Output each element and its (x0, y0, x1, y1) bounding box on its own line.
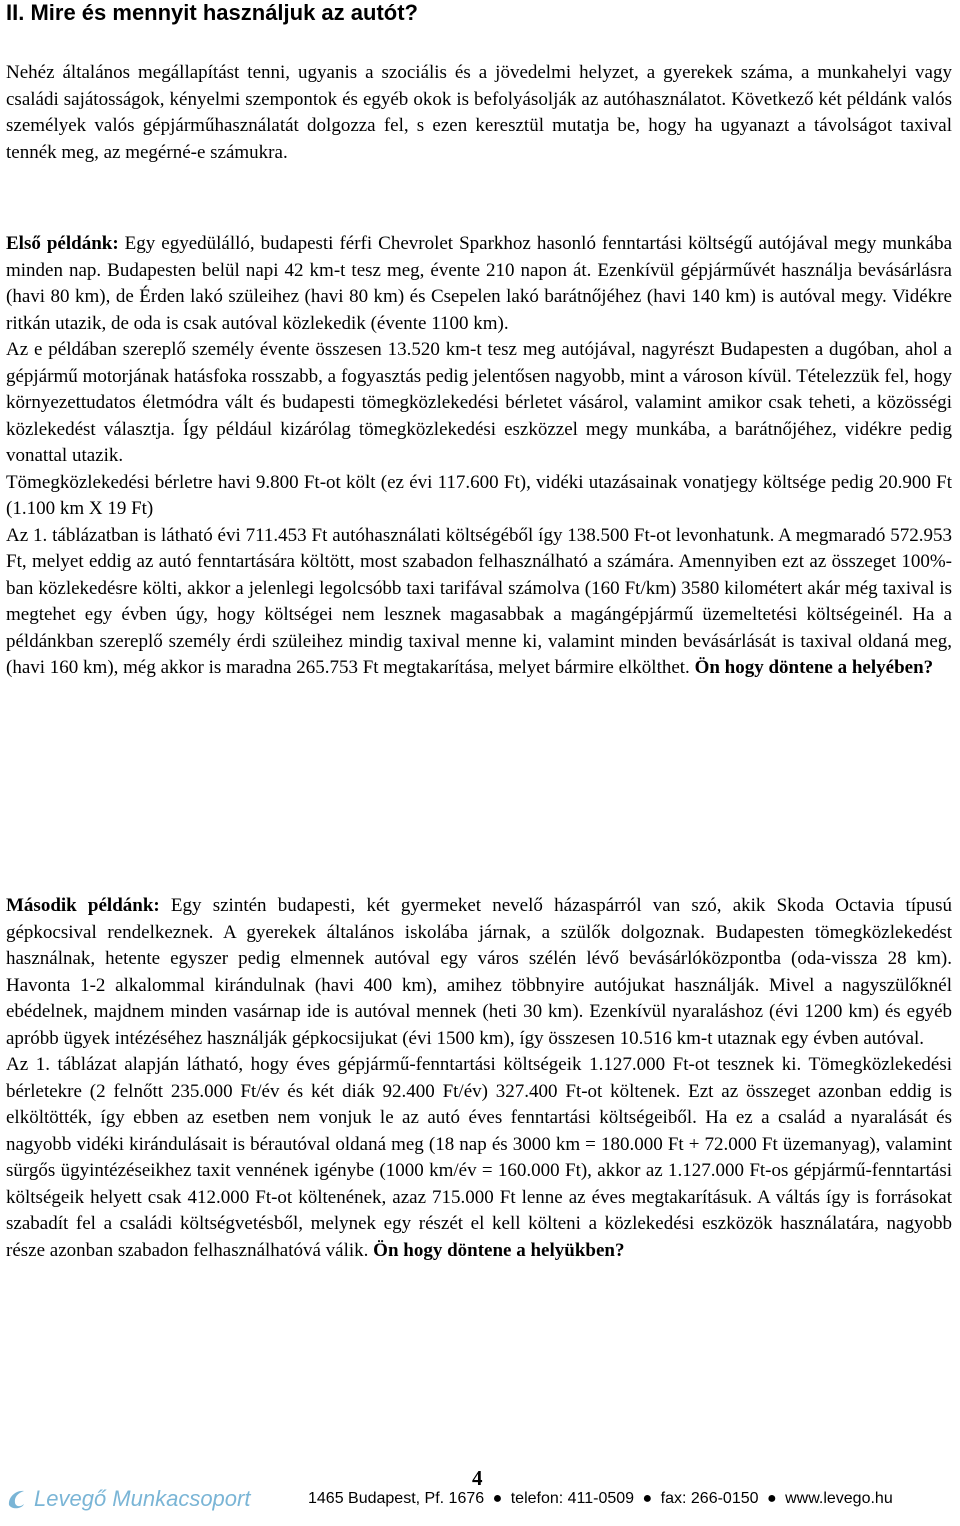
footer-phone: telefon: 411-0509 (510, 1490, 635, 1507)
example-1-label: Első példánk: (6, 233, 119, 254)
example-1-text-2: Az e példában szereplő személy évente összesen 13.520 km-t tesz meg autójával, nagyrészt Budapesten a dugóban, ahol a gépjármű motorjának hatásfoka rosszabb, a fogyasztás pedig jelentősen nagyobb, mint a városon kívül. Tételezzük fel, hogy környezettudatos életmódra vált és budapesti tömegközlekedési bérletet vásárol, valamint amikor csak teheti, a közösségi közlekedést választja. Így például kizárólag tömegközlekedési eszközzel megy munkába, a barátnőjéhez, vidékre pedig vonattal utazik. (6, 339, 952, 466)
separator-dot-icon: ● (492, 1490, 503, 1507)
example-2-question: Ön hogy döntene a helyükben? (373, 1239, 625, 1261)
example-2-label: Második példánk: (6, 895, 160, 916)
page-number: 4 (472, 1466, 483, 1490)
page-heading: II. Mire és mennyit használjuk az autót? (6, 0, 418, 25)
example-2-text-1: Egy szintén budapesti, két gyermeket nevelő házaspárról van szó, akik Skoda Octavia típusú gépkocsival rendelkeznek. A gyerekek általános iskolába járnak, a szülők dolgoznak. Budapesten tömegközlekedést használnak, hetente egyszer pedig elmennek autóval egy város szélén lévő bevásárlóközpontba (oda-vissza 28 km). Havonta 1-2 alkalommal kirándulnak (havi 400 km), amihez többnyire autójukat használják. Mivel a nagyszülőknél ebédelnek, majdnem minden vasárnap ide is autóval mennek (heti 30 km). Ezenkívül nyaraláshoz (évi 1200 km) és egyéb apróbb ügyek intézéséhez használják gépkocsijukat (évi 1500 km), így összesen 10.516 km-t utaznak egy évben autóval. (6, 895, 952, 1049)
footer-contact (308, 1488, 956, 1510)
example-1-first-paragraph (6, 231, 952, 337)
logo-text: Levegő Munkacsoport (34, 1486, 251, 1511)
example-2-section (6, 893, 952, 1264)
example-1-last-paragraph (6, 523, 952, 682)
footer-fax: fax: 266-0150 (660, 1490, 759, 1507)
separator-dot-icon: ● (642, 1490, 653, 1507)
separator-dot-icon: ● (766, 1490, 777, 1507)
example-2-last-paragraph (6, 1052, 952, 1264)
example-1-question: Ön hogy döntene a helyében? (694, 657, 934, 678)
example-1-section (6, 231, 952, 682)
example-1-text-4: Az 1. táblázatban is látható évi 711.453 Ft autóhasználati költségéből így 138.500 Ft-ot levonhatunk. A megmaradó 572.953 Ft, melyet eddig az autó fenntartására költött, most szabadon felhasználható a számára. Amennyiben ezt az összeget 100%-ban közlekedésre költi, akkor a jelenlegi legolcsóbb taxi tarifával számolva (160 Ft/km) 3580 kilométert akár még taxival is megtehet egy évben úgy, hogy költségei nem lesznek magasabbak a magángépjármű üzemeltetési költségeinél. Ha a példánkban szereplő személy érdi szüleihez mindig taxival menne ki, valamint minden bevásárlását is taxival oldaná meg, (havi 160 km), még akkor is maradna 265.753 Ft megtakarítása, melyet bármire elkölthet. (6, 524, 952, 678)
intro-paragraph (6, 60, 952, 166)
example-2-first-paragraph (6, 893, 952, 1052)
example-1-text-1: Egy egyedülálló, budapesti férfi Chevrolet Sparkhoz hasonló fenntartási költségű autójával megy munkába minden nap. Budapesten belül napi 42 km-t tesz meg, évente 210 napon át. Ezenkívül gépjárművét használja bevásárlásra (havi 80 km), de Érden lakó szüleihez (havi 80 km) és Csepelen lakó barátnőjéhez (havi 140 km) is autóval megy. Vidékre ritkán utazik, de oda is csak autóval közlekedik (évente 1100 km). (6, 233, 952, 334)
footer-website-link[interactable]: www.levego.hu (785, 1490, 893, 1507)
page-footer (0, 1482, 960, 1522)
example-2-text-2: Az 1. táblázat alapján látható, hogy éves gépjármű-fenntartási költségeik 1.127.000 Ft-ot tesznek ki. Tömegközlekedési bérletekre (2 felnőtt 235.000 Ft/év és két diák 92.400 Ft/év) 327.400 Ft-ot költenek. Ezt az összeget azonban eddig is elköltötték, így ebben az esetben nem vonjuk le az autó éves fenntartási költségeiből. Ha ez a család a nyaralását és nagyobb vidéki kirándulásait is bérautóval oldaná meg (18 nap és 3000 km = 180.000 Ft + 72.000 Ft üzemanyag), valamint sürgős ügyintézéseikhez taxit vennének igénybe (1000 km/év = 160.000 Ft), akkor az 1.127.000 Ft-os gépjármű-fenntartási költségeik helyett csak 412.000 Ft-ot költenének, azaz 715.000 Ft lenne az éves megtakarításuk. A váltás így is forrásokat szabadít fel a családi költségvetésből, melynek egy részét el kell költeni a közlekedési eszközök használatára, nagyobb része azonban szabadon felhasználhatóvá válik. (6, 1054, 952, 1261)
example-1-text-3: Tömegközlekedési bérletre havi 9.800 Ft-ot költ (ez évi 117.600 Ft), vidéki utazásainak vonatjegy költsége pedig 20.900 Ft (1.100 km X 19 Ft) (6, 471, 952, 519)
levego-logo (6, 1482, 296, 1516)
intro-text: Nehéz általános megállapítást tenni, ugyanis a szociális és a jövedelmi helyzet, a gyerekek száma, a munkahelyi vagy családi sajátosságok, kényelmi szempontok és egyéb okok is befolyásolják az autóhasználatot. Következő két példánk valós személyek valós gépjárműhasználatát dolgozza fel, s ezen keresztül mutatja be, hogy ha ugyanazt a távolságot taxival tennék meg, az megérné-e számukra. (6, 62, 952, 163)
swirl-logo-icon (6, 1487, 28, 1511)
footer-address: 1465 Budapest, Pf. 1676 (308, 1490, 485, 1507)
